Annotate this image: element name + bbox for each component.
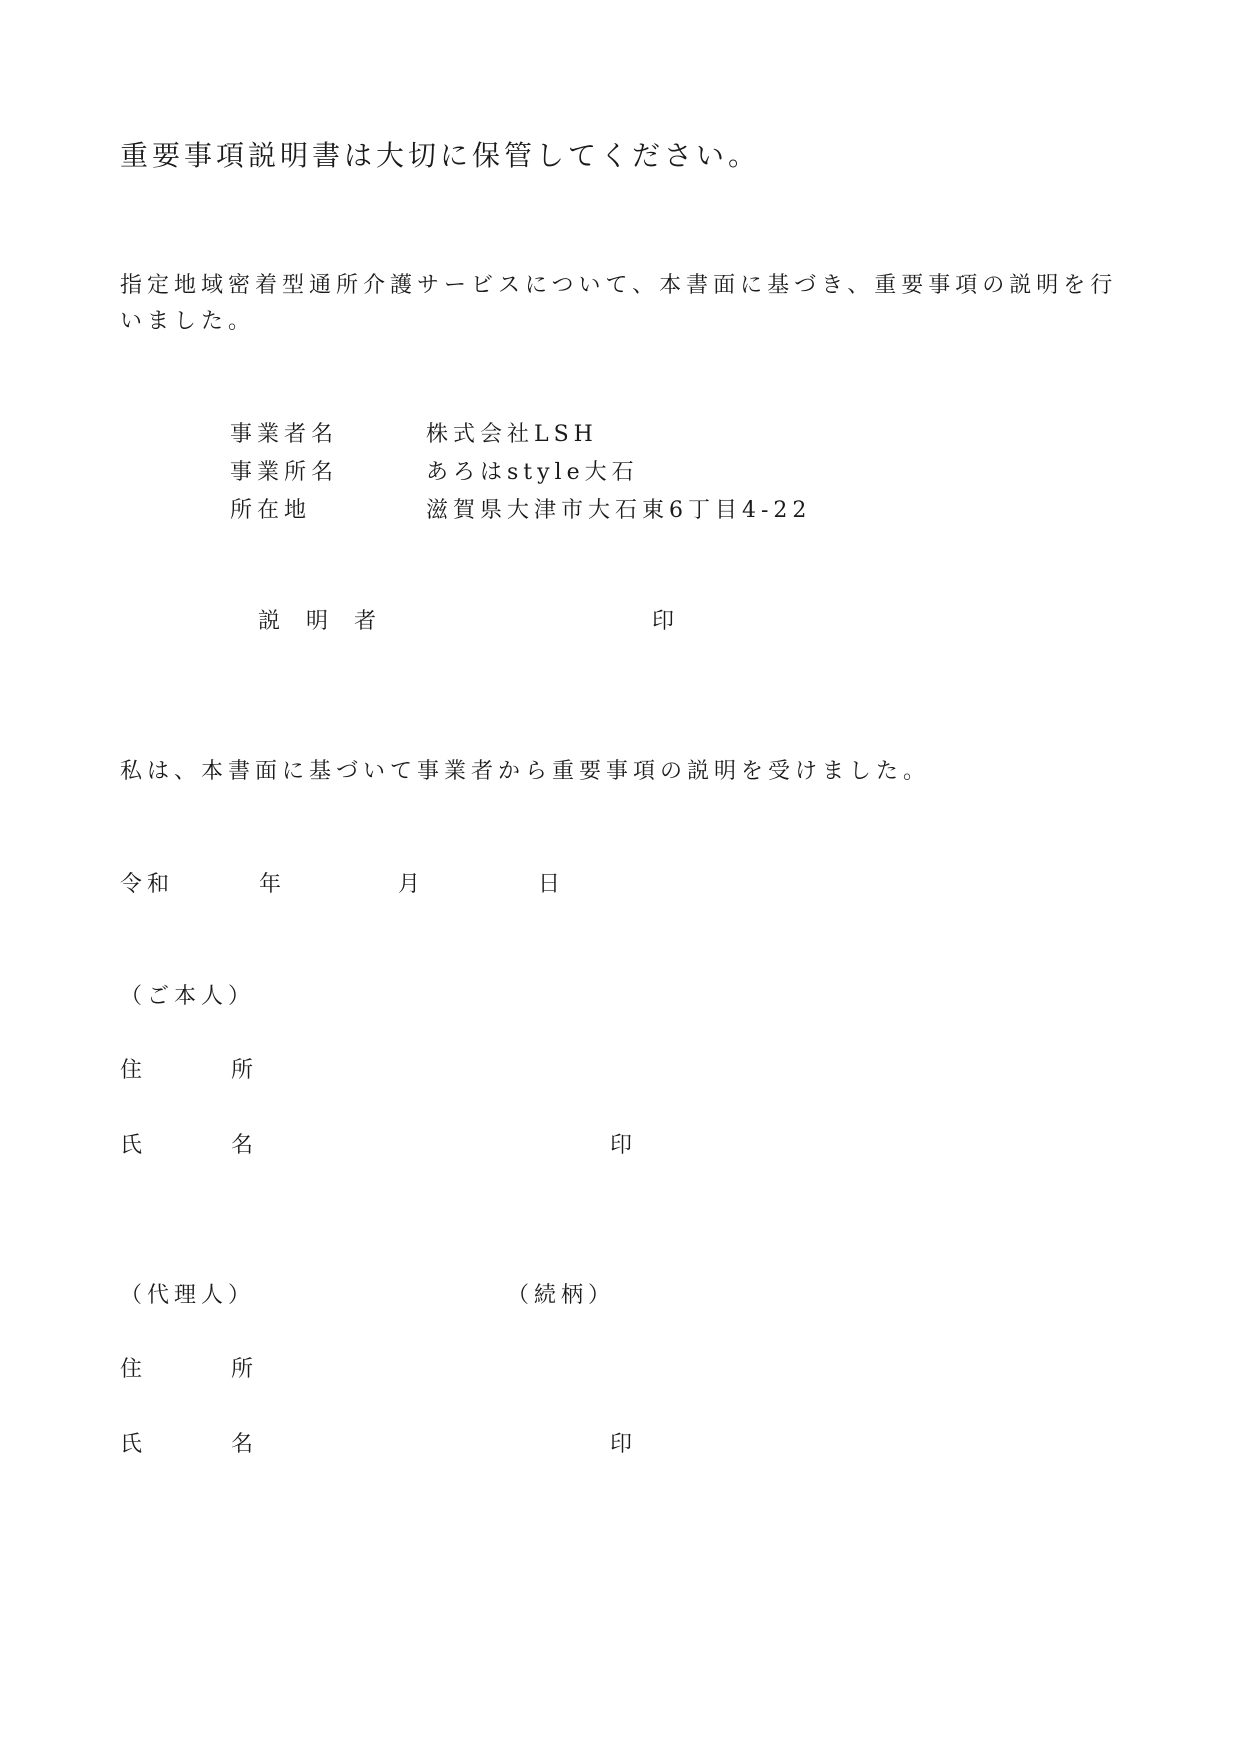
agent-relationship: （続柄） bbox=[507, 1283, 616, 1308]
company-label: 事業者名 bbox=[230, 422, 339, 447]
agent-address-label-1: 住 bbox=[120, 1357, 148, 1382]
principal-seal: 印 bbox=[610, 1133, 638, 1158]
office-label: 事業所名 bbox=[230, 460, 339, 485]
agent-heading: （代理人） bbox=[120, 1283, 256, 1308]
explainer-label: 説 明 者 bbox=[258, 609, 379, 634]
date-year: 年 bbox=[259, 872, 287, 897]
agent-name-label-2: 名 bbox=[231, 1432, 259, 1457]
principal-name-label-1: 氏 bbox=[120, 1133, 148, 1158]
acknowledgement-text: 私は、本書面に基づいて事業者から重要事項の説明を受けました。 bbox=[120, 759, 931, 784]
principal-heading: （ご本人） bbox=[120, 984, 256, 1009]
date-era: 令和 bbox=[120, 872, 175, 897]
page-title: 重要事項説明書は大切に保管してください。 bbox=[120, 139, 761, 172]
principal-address-label-1: 住 bbox=[120, 1058, 148, 1083]
principal-name-label-2: 名 bbox=[231, 1133, 259, 1158]
office-value: あろはstyle大石 bbox=[426, 460, 639, 485]
intro-paragraph: 指定地域密着型通所介護サービスについて、本書面に基づき、重要事項の説明を行いました。 bbox=[120, 273, 1118, 334]
address-value: 滋賀県大津市大石東6丁目4-22 bbox=[426, 498, 812, 523]
date-month: 月 bbox=[398, 872, 426, 897]
company-value: 株式会社LSH bbox=[426, 422, 598, 447]
explainer-seal: 印 bbox=[652, 609, 680, 634]
principal-address-label-2: 所 bbox=[231, 1058, 259, 1083]
address-label: 所在地 bbox=[230, 498, 312, 523]
agent-name-label-1: 氏 bbox=[120, 1432, 148, 1457]
agent-address-label-2: 所 bbox=[231, 1357, 259, 1382]
agent-seal: 印 bbox=[610, 1432, 638, 1457]
date-day: 日 bbox=[538, 872, 566, 897]
